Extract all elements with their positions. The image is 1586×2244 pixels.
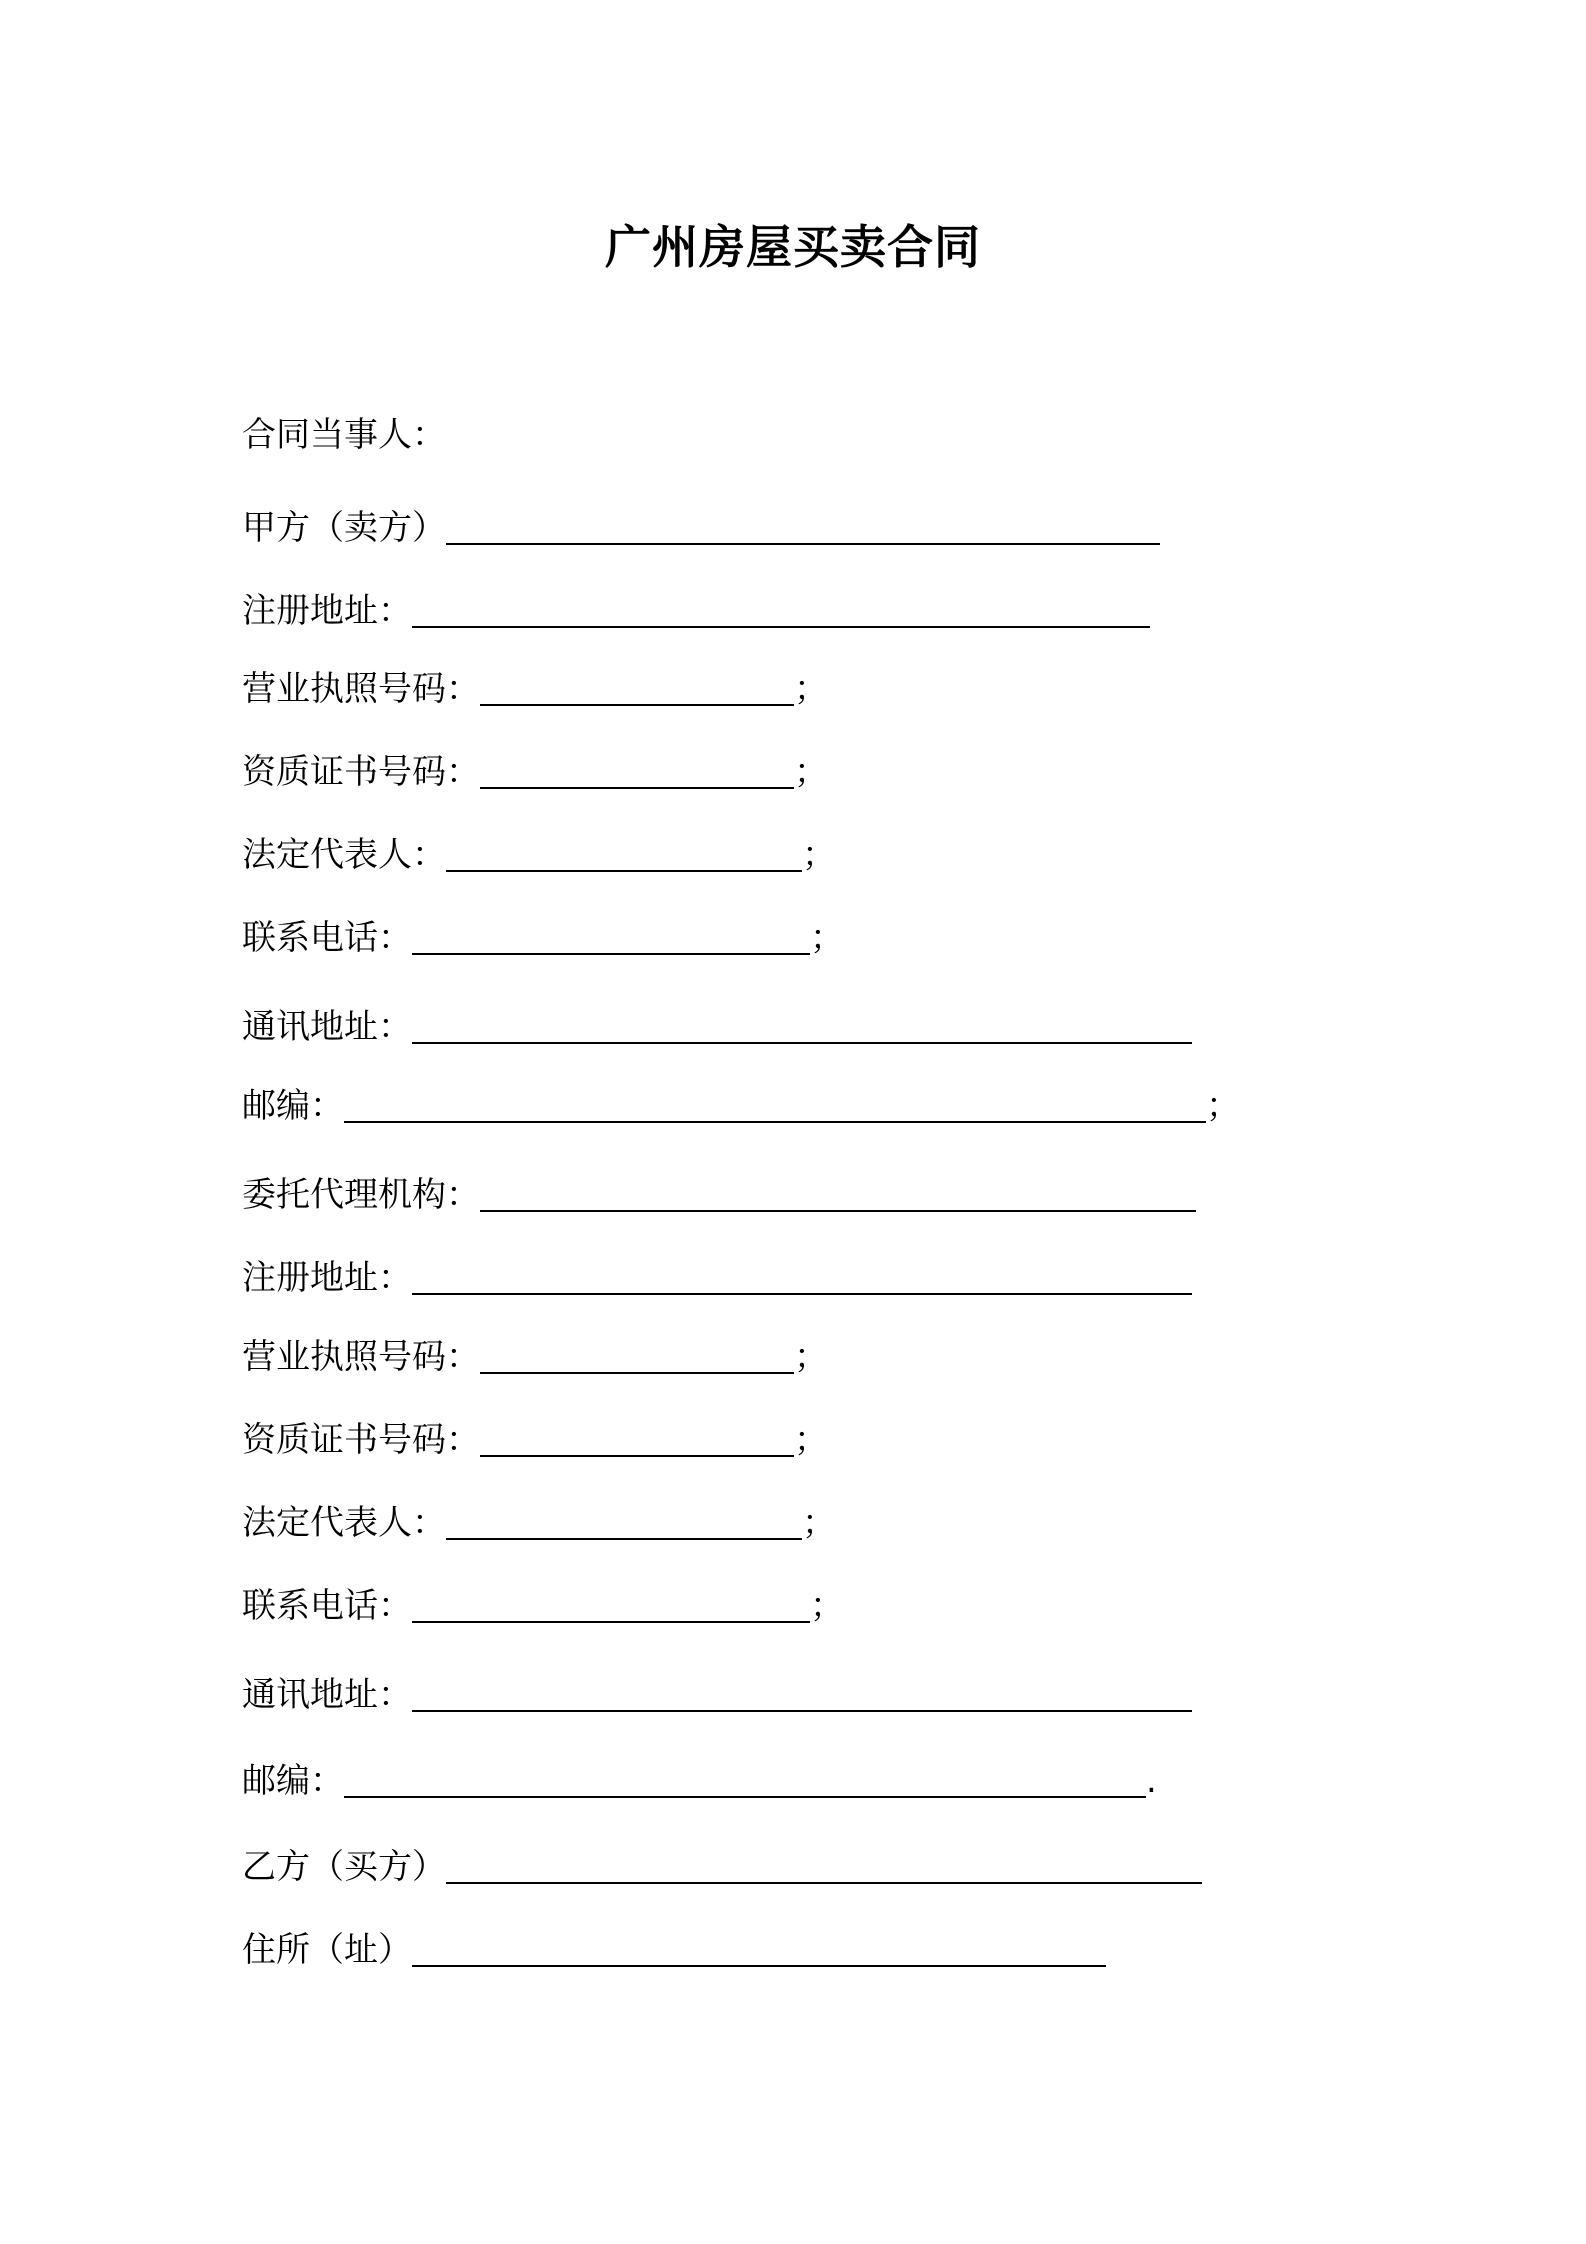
seller-mail-address-line	[242, 1002, 1192, 1052]
agency-reg-address-field[interactable]	[412, 1289, 1192, 1295]
seller-qualification-line	[242, 747, 828, 797]
seller-legal-rep-line	[242, 830, 836, 880]
line-end-mark: ；	[794, 752, 828, 792]
agency-qualification-field[interactable]	[480, 1451, 794, 1457]
seller-postcode-field[interactable]	[344, 1117, 1206, 1123]
seller-mail-address-label: 通讯地址：	[242, 1007, 412, 1047]
seller-phone-label: 联系电话：	[242, 918, 412, 958]
line-end-mark: ；	[794, 1337, 828, 1377]
buyer-residence-label: 住所（址）	[242, 1930, 412, 1970]
seller-postcode-line	[242, 1081, 1240, 1131]
buyer-name-label: 乙方（买方）	[242, 1847, 446, 1887]
agency-postcode-label: 邮编：	[242, 1761, 344, 1801]
buyer-name-field[interactable]	[446, 1878, 1202, 1884]
seller-reg-address-field[interactable]	[412, 622, 1150, 628]
seller-license-field[interactable]	[480, 700, 794, 706]
seller-name-label: 甲方（卖方）	[242, 508, 446, 548]
seller-reg-address-line	[242, 586, 1150, 636]
seller-legal-rep-label: 法定代表人：	[242, 835, 446, 875]
line-end-mark: ；	[794, 669, 828, 709]
seller-qualification-field[interactable]	[480, 783, 794, 789]
seller-name-field[interactable]	[446, 539, 1160, 545]
line-end-mark: ；	[810, 1586, 844, 1626]
line-end-mark: ；	[802, 835, 836, 875]
line-end-mark: ；	[802, 1503, 836, 1543]
seller-legal-rep-field[interactable]	[446, 866, 802, 872]
agency-mail-address-line	[242, 1670, 1192, 1720]
seller-reg-address-label: 注册地址：	[242, 591, 412, 631]
agency-name-field[interactable]	[480, 1206, 1196, 1212]
parties-heading: 合同当事人：	[242, 415, 446, 455]
agency-name-label: 委托代理机构：	[242, 1175, 480, 1215]
agency-phone-field[interactable]	[412, 1617, 810, 1623]
buyer-residence-line	[242, 1925, 1106, 1975]
line-end-mark: ；	[810, 918, 844, 958]
agency-phone-line	[242, 1581, 844, 1631]
agency-mail-address-label: 通讯地址：	[242, 1675, 412, 1715]
agency-legal-rep-label: 法定代表人：	[242, 1503, 446, 1543]
buyer-residence-field[interactable]	[412, 1961, 1106, 1967]
agency-legal-rep-line	[242, 1498, 836, 1548]
agency-phone-label: 联系电话：	[242, 1586, 412, 1626]
line-end-mark: .	[1146, 1761, 1157, 1801]
parties-heading-line	[242, 410, 446, 460]
seller-qualification-label: 资质证书号码：	[242, 752, 480, 792]
agency-reg-address-line	[242, 1253, 1192, 1303]
agency-reg-address-label: 注册地址：	[242, 1258, 412, 1298]
seller-postcode-label: 邮编：	[242, 1086, 344, 1126]
seller-license-line	[242, 664, 828, 714]
seller-mail-address-field[interactable]	[412, 1038, 1192, 1044]
seller-license-label: 营业执照号码：	[242, 669, 480, 709]
document-title: 广州房屋买卖合同	[605, 220, 981, 274]
agency-license-field[interactable]	[480, 1368, 794, 1374]
agency-legal-rep-field[interactable]	[446, 1534, 802, 1540]
agency-qualification-line	[242, 1415, 828, 1465]
agency-qualification-label: 资质证书号码：	[242, 1420, 480, 1460]
line-end-mark: ；	[794, 1420, 828, 1460]
agency-name-line	[242, 1170, 1196, 1220]
agency-postcode-field[interactable]	[344, 1792, 1146, 1798]
seller-phone-field[interactable]	[412, 949, 810, 955]
seller-name-line	[242, 503, 1160, 553]
seller-phone-line	[242, 913, 844, 963]
agency-mail-address-field[interactable]	[412, 1706, 1192, 1712]
line-end-mark: ；	[1206, 1086, 1240, 1126]
agency-postcode-line	[242, 1756, 1157, 1806]
agency-license-line	[242, 1332, 828, 1382]
buyer-name-line	[242, 1842, 1202, 1892]
agency-license-label: 营业执照号码：	[242, 1337, 480, 1377]
